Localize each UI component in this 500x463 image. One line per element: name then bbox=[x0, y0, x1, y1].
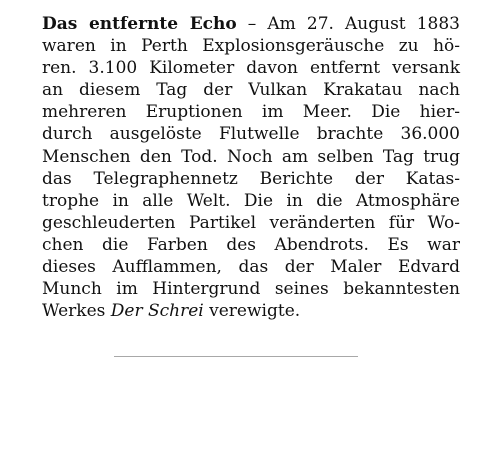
article-line-5: mehreren Eruptionen im Meer. Die hier- bbox=[42, 102, 460, 123]
article-line-10: geschleuderten Partikel veränderten für Wo- bbox=[42, 212, 460, 233]
article-title-rest: – Am 27. August 1883 bbox=[236, 14, 460, 34]
article-line-6: durch ausgelöste Flutwelle brachte 36.000 bbox=[42, 124, 460, 145]
article-line-13: Munch im Hintergrund seines bekanntesten bbox=[42, 279, 460, 300]
article-line-12: dieses Aufflammen, das der Maler Edvard bbox=[42, 257, 460, 278]
article-title: Das entfernte Echo bbox=[42, 14, 237, 34]
article-line-7: Menschen den Tod. Noch am selben Tag trug bbox=[42, 146, 460, 167]
article-line-1 bbox=[42, 13, 460, 35]
article-paragraph bbox=[42, 13, 460, 322]
article-line-3: ren. 3.100 Kilometer davon entfernt versank bbox=[42, 58, 460, 79]
divider-rule bbox=[114, 356, 358, 357]
article-line-4: an diesem Tag der Vulkan Krakatau nach bbox=[42, 80, 460, 101]
article-line-8: das Telegraphennetz Berichte der Katas- bbox=[42, 168, 460, 189]
artwork-title: Der Schrei bbox=[110, 301, 204, 322]
article-line-9: trophe in alle Welt. Die in die Atmosphäre bbox=[42, 190, 460, 211]
article-line-14 bbox=[42, 300, 460, 322]
article-line-11: chen die Farben des Abendrots. Es war bbox=[42, 234, 460, 255]
article-line-2: waren in Perth Explosionsgeräusche zu hö- bbox=[42, 36, 460, 57]
last-line-end: verewigte. bbox=[203, 301, 301, 322]
last-line-start: Werkes bbox=[42, 301, 111, 322]
